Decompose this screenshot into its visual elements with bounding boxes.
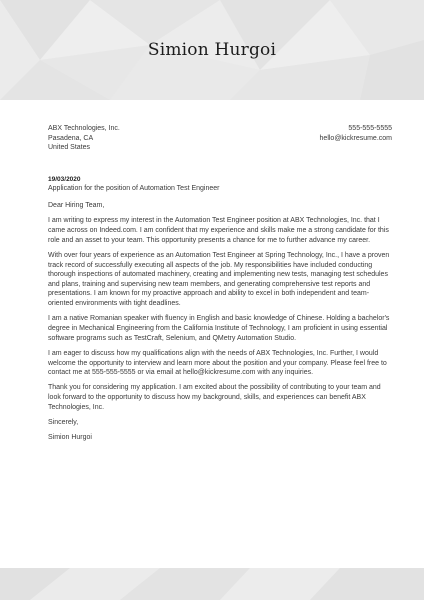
letter-paragraph: With over four years of experience as an Automation Test Engineer at Spring Technology, Inc., I have a proven track record of successfully executing all aspects of the job. My responsibilities have included conducting thorough inspections of automated machinery, creating and implementing new tests, managing test schedules and plans, training and supervising new team members, and generating comprehensive test reports and presentations. I am known for my proactive approach and ability to excel in both independent and team-oriented environments with tight deadlines. [48, 251, 390, 307]
recipient-company: ABX Technologies, Inc. [48, 125, 120, 132]
footer-polygon-pattern [0, 568, 424, 600]
letter-body [48, 201, 394, 448]
recipient-address [48, 124, 120, 153]
footer-band [0, 568, 424, 600]
letter-greeting: Dear Hiring Team, [48, 202, 105, 209]
contact-info [320, 124, 392, 143]
contact-email: hello@kickresume.com [319, 134, 392, 142]
letter-date: 19/03/2020 [48, 176, 81, 183]
letter-paragraph: I am eager to discuss how my qualifications align with the needs of ABX Technologies, Inc. Further, I would welcome the opportunity to interview and learn more about the position and your company. Please feel free to contact me at 555-555-5555 or via email at hello@kickresume.com with any inquiries. [48, 349, 387, 377]
letter-subject: Application for the position of Automation Test Engineer [48, 185, 220, 192]
letter-paragraph: I am writing to express my interest in the Automation Test Engineer position at ABX Technologies, Inc. that I came across on Indeed.com. I am confident that my experience and skills make me a strong candidate for this role and an asset to your team. This opportunity presents a chance for me to further advance my career. [48, 217, 389, 244]
contact-phone: 555-555-5555 [348, 125, 392, 132]
letter-closing: Sincerely, [48, 419, 79, 427]
letter-paragraph: Thank you for considering my application. I am excited about the possibility of contributing to your team and look forward to the opportunity to discuss how my background, skills, and experiences can benefit ABX Technologies, Inc. [48, 384, 381, 411]
recipient-country: United States [48, 144, 91, 151]
letter-signature: Simion Hurgoi [48, 433, 92, 441]
applicant-name: Simion Hurgoi [147, 40, 277, 60]
recipient-city: Pasadena, CA [48, 134, 94, 142]
letter-paragraph: I am a native Romanian speaker with fluency in English and basic knowledge of Chinese. Holding a bachelor's degree in Mechanical Engineering from the California Institute of Technology, I am proficient in using essential software programs such as TestCraft, Selenium, and QMetry Automation Studio. [48, 315, 390, 342]
